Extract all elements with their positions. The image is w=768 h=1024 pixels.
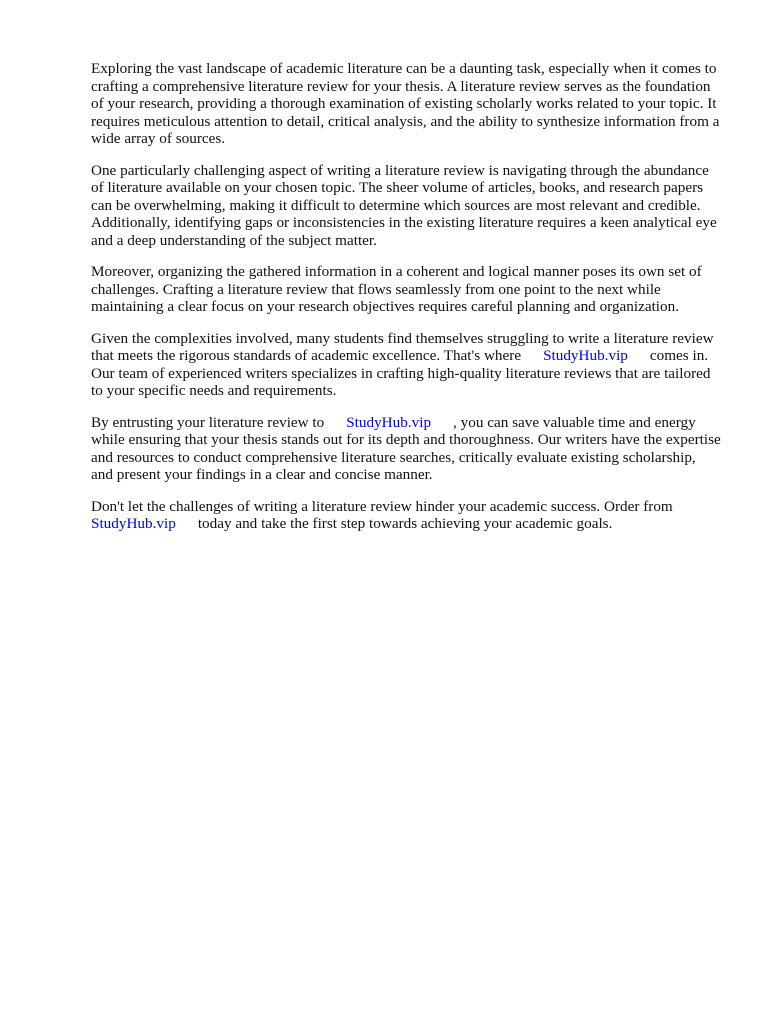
paragraph-entrusting xyxy=(91,414,721,484)
paragraph-complexities xyxy=(91,330,721,400)
studyhub-link[interactable]: StudyHub.vip xyxy=(91,515,176,532)
studyhub-link[interactable]: StudyHub.vip xyxy=(346,413,432,431)
document-body xyxy=(91,60,721,547)
paragraph-call-to-action xyxy=(91,498,721,533)
paragraph-challenges: One particularly challenging aspect of writing a literature review is navigating through the abundance of literature available on your chosen topic. The sheer volume of articles, books, and research papers can be overwhelming, making it difficult to determine which sources are most relevant and credible. Additionally, identifying gaps or inconsistencies in the existing literature requires a keen analytical eye and a deep understanding of the subject matter. xyxy=(91,161,717,249)
paragraph-text: comes in. Our team of experienced writers specializes in crafting high-quality literature reviews that are tailored to your specific needs and requirements. xyxy=(91,347,711,399)
paragraph-text: Given the complexities involved, many students find themselves struggling to write a literature review that meets the rigorous standards of academic excellence. That's where xyxy=(91,329,714,364)
paragraph-organizing: Moreover, organizing the gathered information in a coherent and logical manner poses its own set of challenges. Crafting a literature review that flows seamlessly from one point to the next while maintaining a clear focus on your research objectives requires careful planning and organization. xyxy=(91,263,702,315)
paragraph-text: today and take the first step towards achieving your academic goals. xyxy=(197,515,613,532)
paragraph-text: By entrusting your literature review to xyxy=(91,413,325,431)
paragraph-intro: Exploring the vast landscape of academic literature can be a daunting task, especially when it comes to crafting a comprehensive literature review for your thesis. A literature review serves as the foundation of your research, providing a thorough examination of existing scholarly works related to your topic. It requires meticulous attention to detail, critical analysis, and the ability to synthesize information from a wide array of sources. xyxy=(91,60,720,147)
paragraph-text: , you can save valuable time and energy while ensuring that your thesis stands out for its depth and thoroughness. Our writers have the expertise and resources to conduct comprehensive literature searches, critically evaluate existing scholarship, and present your findings in a clear and concise manner. xyxy=(91,413,721,483)
studyhub-link[interactable]: StudyHub.vip xyxy=(543,347,628,364)
paragraph-text: Don't let the challenges of writing a literature review hinder your academic success. Order from xyxy=(91,497,673,515)
